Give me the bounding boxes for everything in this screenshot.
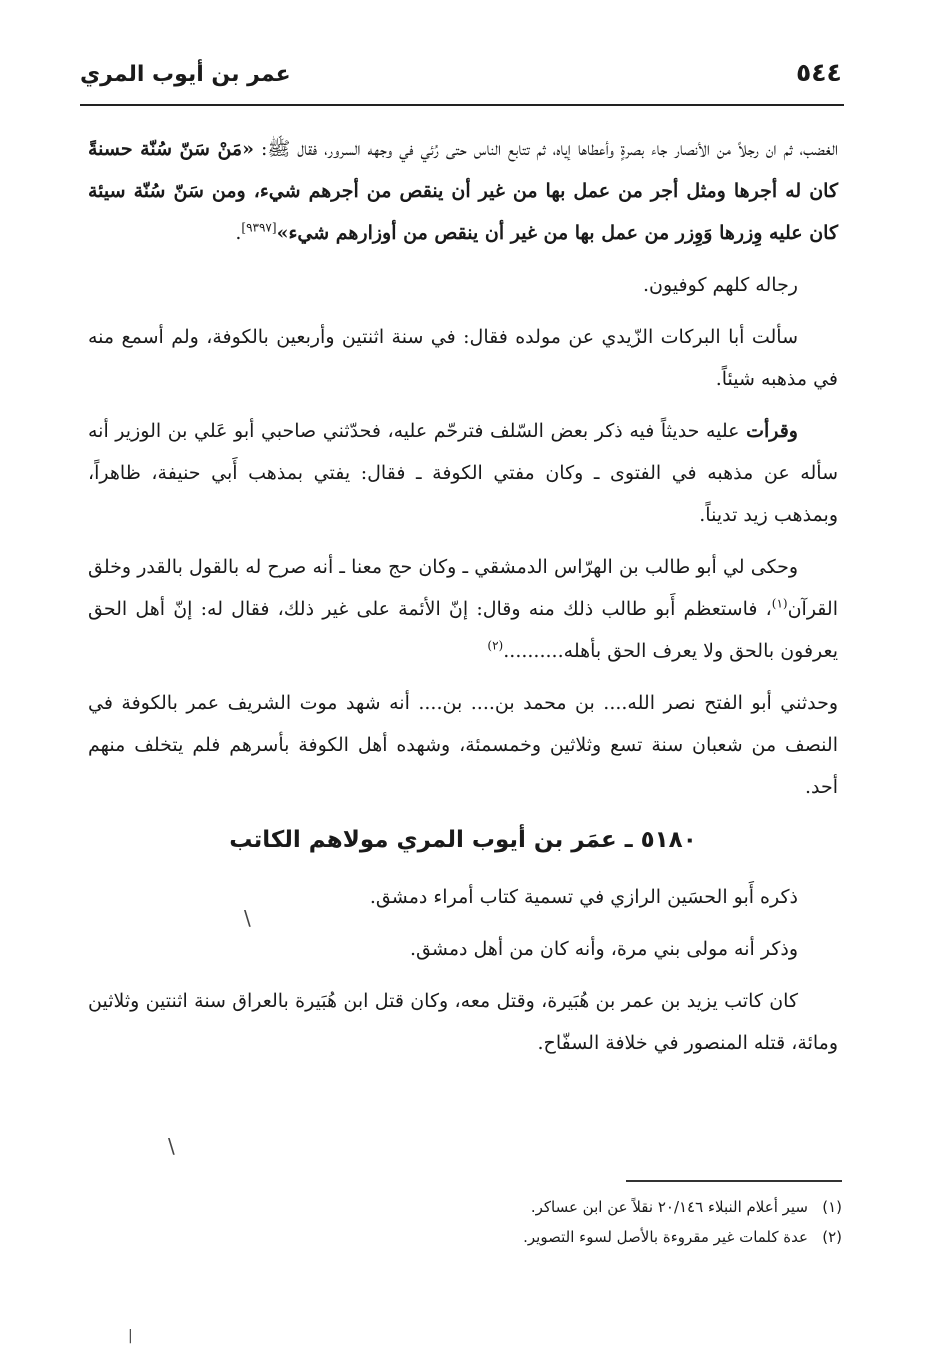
footnote-text: عدة كلمات غير مقروءة بالأصل لسوء التصوير.	[523, 1228, 808, 1246]
paragraph-hadith-intro: الغضب، ثم ان رجلاً من الأنصار جاء بصرةٍ وأعطاها إياه، ثم تتابع الناس حتى رُئي في وجهه السرور، فقال ﷺ:	[253, 138, 839, 160]
hadith-reference: [٩٣٩٧]	[241, 220, 277, 235]
death-text: وحدثني أبو الفتح نصر الله.... بن محمد بن.... بن.... أنه شهد موت الشريف عمر بالكوفة في النصف من شعبان سنة تسع وثلاثين وخمسمئة، وشهده أهل الكوفة بأسرهم فلم يتخلف منهم أحد.	[88, 692, 838, 798]
hadith-quote: «مَنْ سَنّ سُنّة حسنةً كان له أجرها ومثل أجر من عمل بها من غير أن ينقص من أجرهم شيء، ومن سَنّ سُنّة سيئة كان عليه وِزرها وَوِزر من عمل بها من غير أن ينقص من أوزارهم شيء»	[88, 138, 838, 244]
footnote-number: (١)	[822, 1198, 842, 1216]
footnote-text: سير أعلام النبلاء ٢٠/١٤٦ نقلاً عن ابن عساكر.	[530, 1198, 808, 1216]
paragraph-katib	[88, 980, 838, 1064]
margin-stroke-mark: \	[168, 1134, 175, 1158]
margin-stroke-mark: |	[128, 1328, 133, 1344]
birth-text: سألت أبا البركات الزّيدي عن مولده فقال: في سنة اثنتين وأربعين بالكوفة، ولم أسمع منه في مذهبه شيئاً.	[88, 326, 838, 390]
paragraph-harras	[88, 546, 838, 672]
paragraph-mawla	[88, 928, 838, 970]
margin-stroke-mark: \	[244, 906, 251, 930]
ellipsis-dots: ..........	[503, 640, 564, 662]
narrators-text: رجاله كلهم كوفيون.	[643, 274, 798, 296]
header-rule	[80, 104, 844, 106]
page-number: ٥٤٤	[796, 58, 842, 87]
running-header-title: عمر بن أيوب المري	[80, 62, 291, 87]
footnote-item	[280, 1222, 842, 1252]
footnotes	[280, 1192, 842, 1252]
footnote-number: (٢)	[822, 1228, 842, 1246]
paragraph-mention	[88, 876, 838, 918]
harras-text-a: وحكى لي أبو طالب بن الهرّاس الدمشقي ـ وكان حج معنا ـ أنه صرح له بالقول بالقدر وخلق القرآن	[88, 556, 838, 620]
footnote-item	[280, 1192, 842, 1222]
paragraph-narrators	[88, 264, 838, 306]
harras-text-b: ، فاستعظم أَبو طالب ذلك منه وقال: إنّ الأئمة على غير ذلك، فقال له: إنّ أهل الحق يعرفون بالحق ولا يعرف الحق بأهله	[88, 598, 838, 662]
footnote-rule	[626, 1180, 842, 1182]
entry-heading: ٥١٨٠ ـ عمَر بن أيوب المري مولاهم الكاتب	[229, 827, 697, 853]
paragraph-death	[88, 682, 838, 808]
paragraph-birth	[88, 316, 838, 400]
mention-text: ذكره أَبو الحسَين الرازي في تسمية كتاب أمراء دمشق.	[369, 886, 798, 908]
paragraph-madhhab	[88, 410, 838, 536]
footnote-ref-1: (١)	[771, 596, 788, 611]
hadith-end: .	[235, 222, 242, 244]
main-text	[88, 128, 838, 1074]
katib-text: كان كاتب يزيد بن عمر بن هُبَيرة، وقتل معه، وكان قتل ابن هُبَيرة بالعراق سنة اثنتين وثلاثين ومائة، قتله المنصور في خلافة السفّاح.	[88, 990, 838, 1054]
paragraph-hadith	[88, 128, 838, 254]
mawla-text: وذكر أنه مولى بني مرة، وأنه كان من أهل دمشق.	[409, 938, 798, 960]
footnote-ref-2: (٢)	[487, 638, 504, 653]
madhhab-text: عليه حديثاً فيه ذكر بعض السّلف فترحّم عليه، فحدّثني صاحبي أبو عَلي بن الوزير أنه سأله عن مذهبه في الفتوى ـ وكان مفتي الكوفة ـ فقال: يفتي بمذهب أَبي حنيفة، ظاهراً، وبمذهب زيد تديناً.	[88, 420, 838, 526]
paragraph-lead-word: وقرأت	[746, 420, 798, 442]
